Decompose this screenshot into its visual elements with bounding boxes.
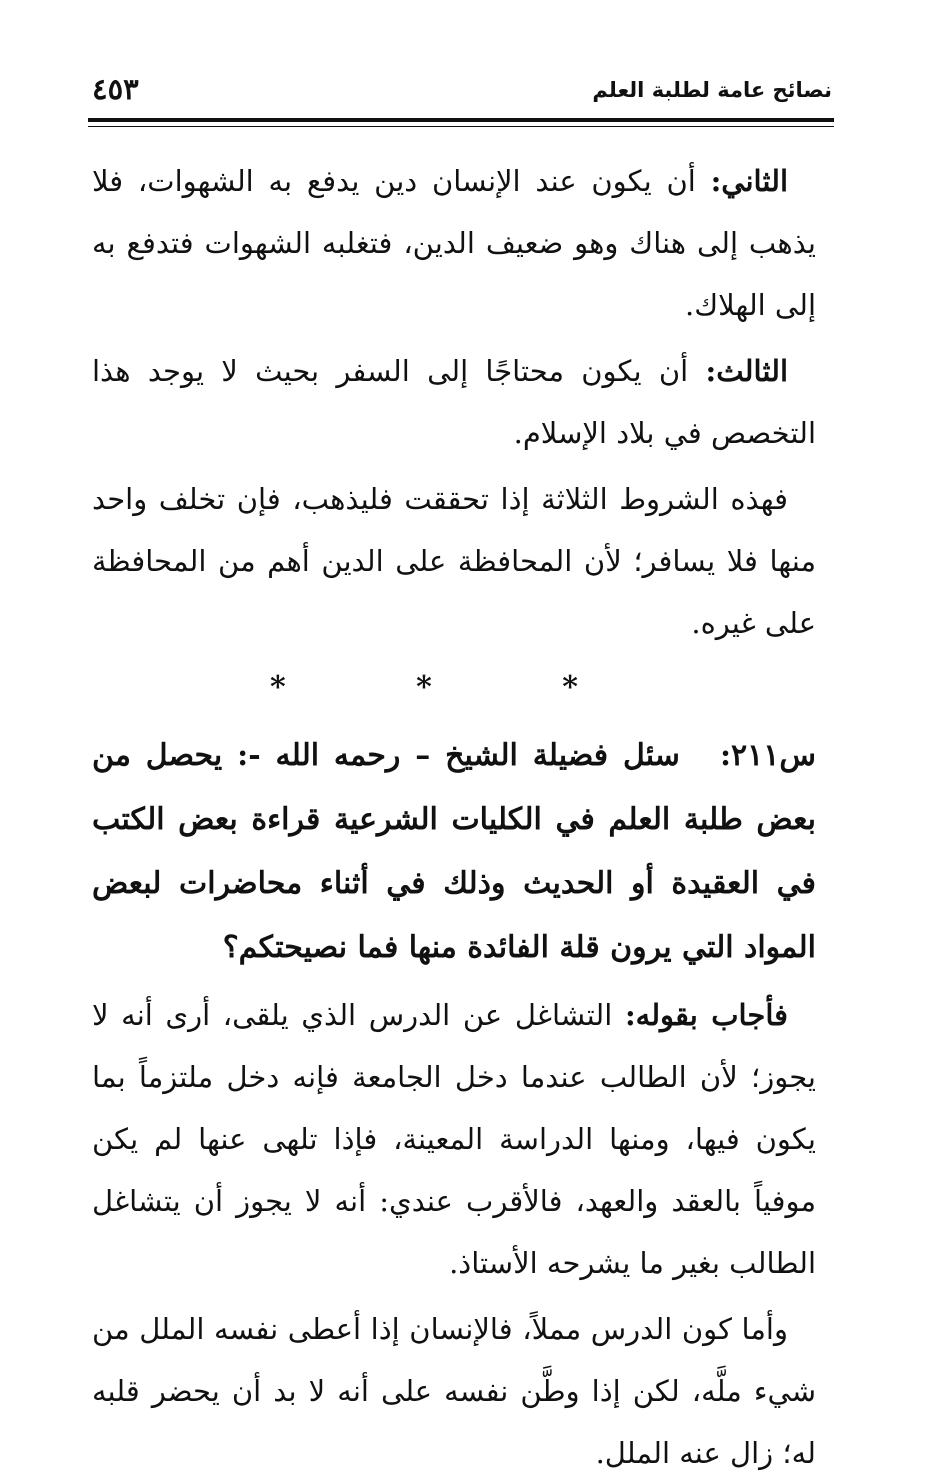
- page-body: [92, 150, 816, 1484]
- paragraph-conclusion: [92, 468, 816, 654]
- answer-paragraph: [92, 984, 816, 1294]
- paragraph-text: فهذه الشروط الثلاثة إذا تحققت فليذهب، فإن تخلف واحد منها فلا يسافر؛ لأن المحافظة على الدين أهم من المحافظة على غيره.: [92, 482, 816, 640]
- answer-text: وأما كون الدرس مملاً، فالإنسان إذا أعطى نفسه الملل من شيء ملَّه، لكن إذا وطَّن نفسه على أنه لا بد أن يحضر قلبه له؛ زال عنه الملل.: [92, 1312, 816, 1470]
- question-paragraph: [92, 724, 816, 980]
- section-separator: * * *: [270, 670, 638, 705]
- header-rule-thin: [88, 126, 834, 127]
- paragraph-lead: الثاني:: [710, 164, 789, 198]
- paragraph-text: أن يكون عند الإنسان دين يدفع به الشهوات، فلا يذهب إلى هناك وهو ضعيف الدين، فتغلبه الشهوات فتدفع به إلى الهلاك.: [92, 164, 816, 322]
- question-number: س٢١١:: [719, 738, 816, 773]
- page-header: [92, 72, 832, 116]
- question-text: سئل فضيلة الشيخ – رحمه الله -: يحصل من بعض طلبة العلم في الكليات الشرعية قراءة بعض الكتب في العقيدة أو الحديث وذلك في أثناء محاضرات لبعض المواد التي يرون قلة الفائدة منها فما نصيحتكم؟: [92, 738, 816, 965]
- running-title: نصائح عامة لطلبة العلم: [592, 78, 832, 102]
- answer-paragraph-continued: [92, 1298, 816, 1484]
- paragraph-lead: الثالث:: [705, 354, 788, 388]
- answer-text: التشاغل عن الدرس الذي يلقى، أرى أنه لا يجوز؛ لأن الطالب عندما دخل الجامعة فإنه دخل ملتزماً بما يكون فيها، ومنها الدراسة المعينة، فإذا تلهى عنها لم يكن موفياً بالعقد والعهد، فالأقرب عندي: أنه لا يجوز أن يتشاغل الطالب بغير ما يشرحه الأستاذ.: [92, 998, 816, 1280]
- paragraph-text: أن يكون محتاجًا إلى السفر بحيث لا يوجد هذا التخصص في بلاد الإسلام.: [92, 354, 816, 450]
- paragraph-third-condition: [92, 340, 816, 464]
- paragraph-second-condition: [92, 150, 816, 336]
- page-number: ٤٥٣: [92, 72, 139, 106]
- header-rule-thick: [88, 118, 834, 122]
- answer-lead: فأجاب بقوله:: [624, 998, 789, 1032]
